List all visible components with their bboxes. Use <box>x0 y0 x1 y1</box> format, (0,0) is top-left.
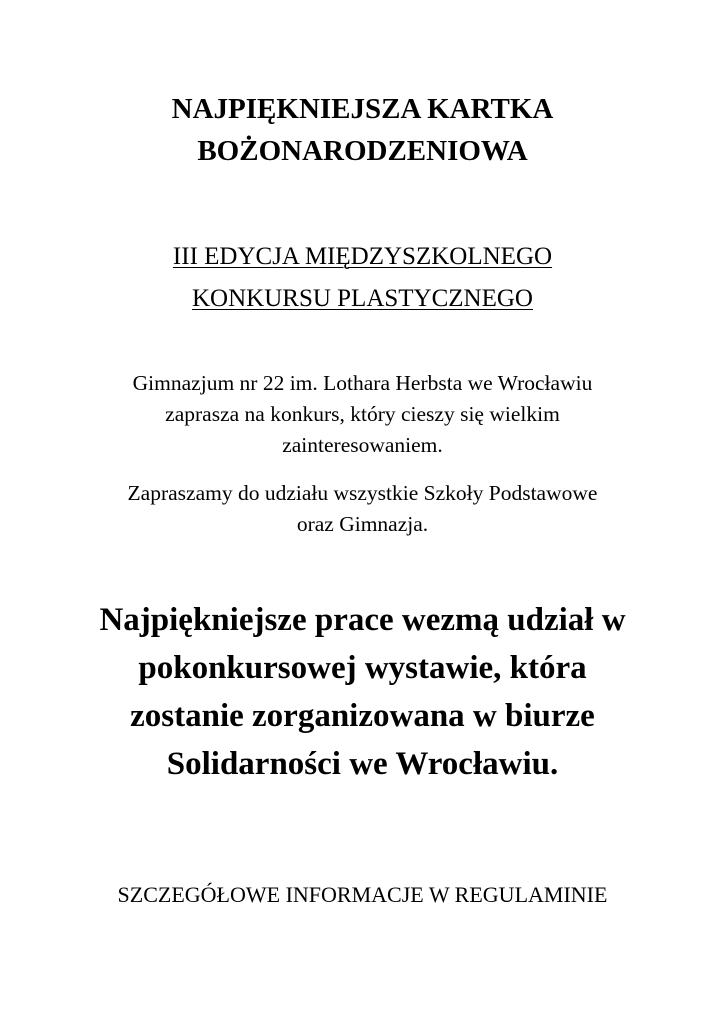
subtitle-line-1: III EDYCJA MIĘDZYSZKOLNEGO <box>172 243 553 270</box>
participants-paragraph <box>40 478 685 540</box>
title-line-1: NAJPIĘKNIEJSZA KARTKA <box>171 93 554 125</box>
invitation-paragraph <box>40 368 685 461</box>
announcement-line-2: pokonkursowej wystawie, która <box>138 650 587 686</box>
poster-subtitle <box>40 236 685 320</box>
participants-line-2: oraz Gimnazja. <box>296 512 429 536</box>
invitation-line-2: zaprasza na konkurs, który cieszy się wielkim <box>165 402 560 426</box>
subtitle-line-2: KONKURSU PLASTYCZNEGO <box>192 285 533 312</box>
participants-line-1: Zapraszamy do udziału wszystkie Szkoły Podstawowe <box>127 481 598 505</box>
regulations-text: SZCZEGÓŁOWE INFORMACJE W REGULAMINIE <box>117 882 608 907</box>
title-line-2: BOŻONARODZENIOWA <box>197 135 528 167</box>
announcement-line-3: zostanie zorganizowana w biurze <box>130 698 595 734</box>
announcement-line-1: Najpiękniejsze prace wezmą udział w <box>99 602 626 638</box>
invitation-line-3: zainteresowaniem. <box>282 433 443 457</box>
announcement-line-4: Solidarności we Wrocławiu. <box>166 746 559 782</box>
regulations-note <box>40 878 685 912</box>
invitation-line-1: Gimnazjum nr 22 im. Lothara Herbsta we Wrocławiu <box>132 371 593 395</box>
exhibition-announcement <box>40 596 685 788</box>
poster-title <box>40 88 685 172</box>
